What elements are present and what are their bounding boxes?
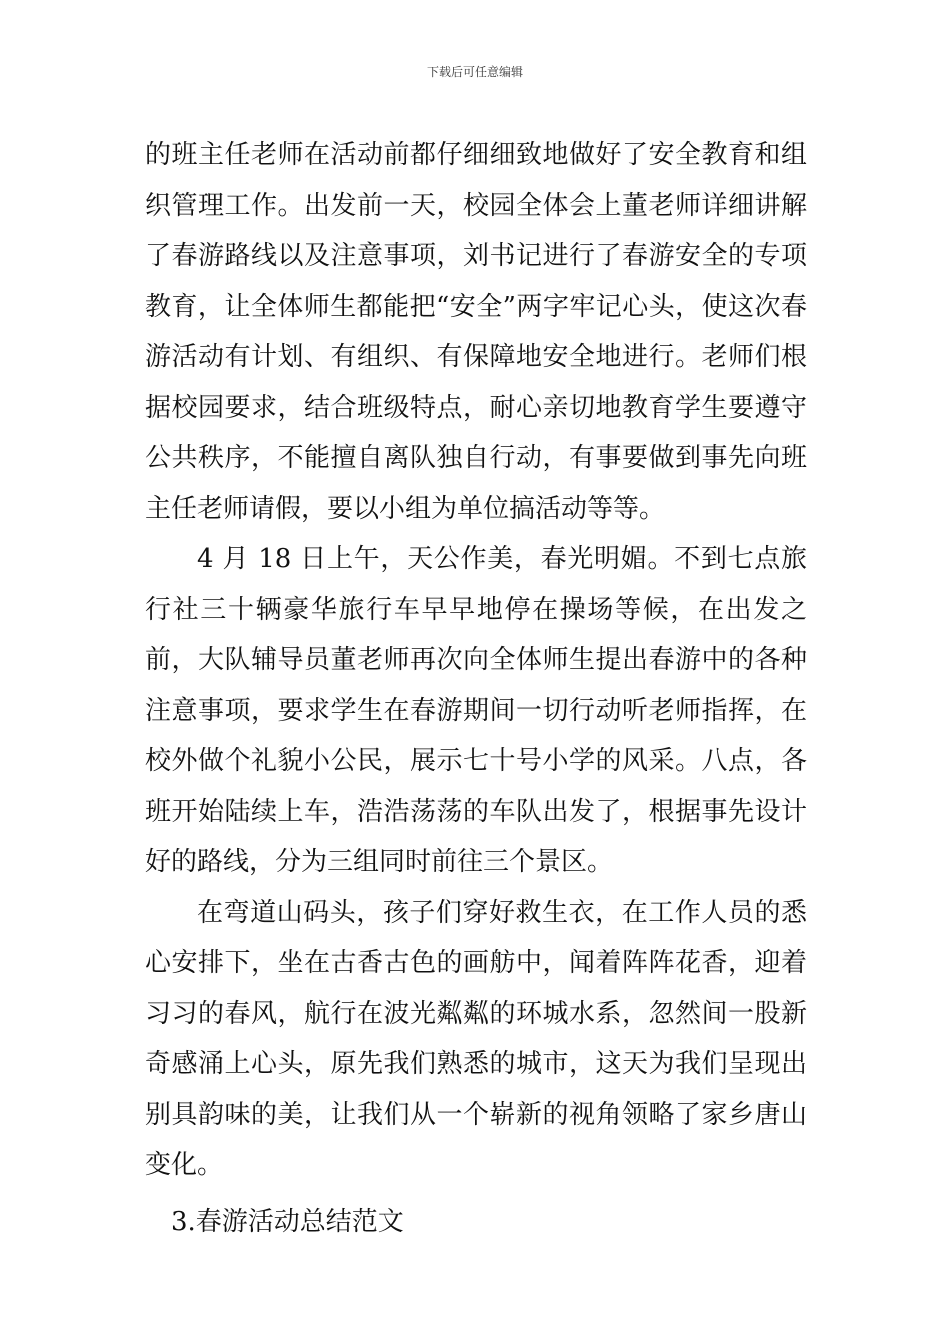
paragraph-2: 4 月 18 日上午，天公作美，春光明媚。不到七点旅行社三十辆豪华旅行车早早地停在操场等候，在出发之前，大队辅导员董老师再次向全体师生提出春游中的各种注意事项，要求学生在春游期间一切行动听老师指挥，在校外做个礼貌小公民，展示七十号小学的风采。八点，各班开始陆续上车，浩浩荡荡的车队出发了，根据事先设计好的路线，分为三组同时前往三个景区。 bbox=[145, 544, 807, 877]
section-heading: 3.春游活动总结范文 bbox=[171, 1206, 404, 1237]
paragraph-1: 的班主任老师在活动前都仔细细致地做好了安全教育和组织管理工作。出发前一天，校园全体会上董老师详细讲解了春游路线以及注意事项，刘书记进行了春游安全的专项教育，让全体师生都能把“安全”两字牢记心头，使这次春游活动有计划、有组织、有保障地安全地进行。老师们根据校园要求，结合班级特点，耐心亲切地教育学生要遵守公共秩序，不能擅自离队独自行动，有事要做到事先向班主任老师请假，要以小组为单位搞活动等等。 bbox=[145, 140, 807, 524]
page-header: 下载后可任意编辑 bbox=[426, 65, 523, 79]
document-body bbox=[145, 130, 807, 1247]
paragraph-3: 在弯道山码头，孩子们穿好救生衣，在工作人员的悉心安排下，坐在古香古色的画舫中，闻着阵阵花香，迎着习习的春风，航行在波光粼粼的环城水系，忽然间一股新奇感涌上心头，原先我们熟悉的城市，这天为我们呈现出别具韵味的美，让我们从一个崭新的视角领略了家乡唐山变化。 bbox=[145, 897, 807, 1180]
